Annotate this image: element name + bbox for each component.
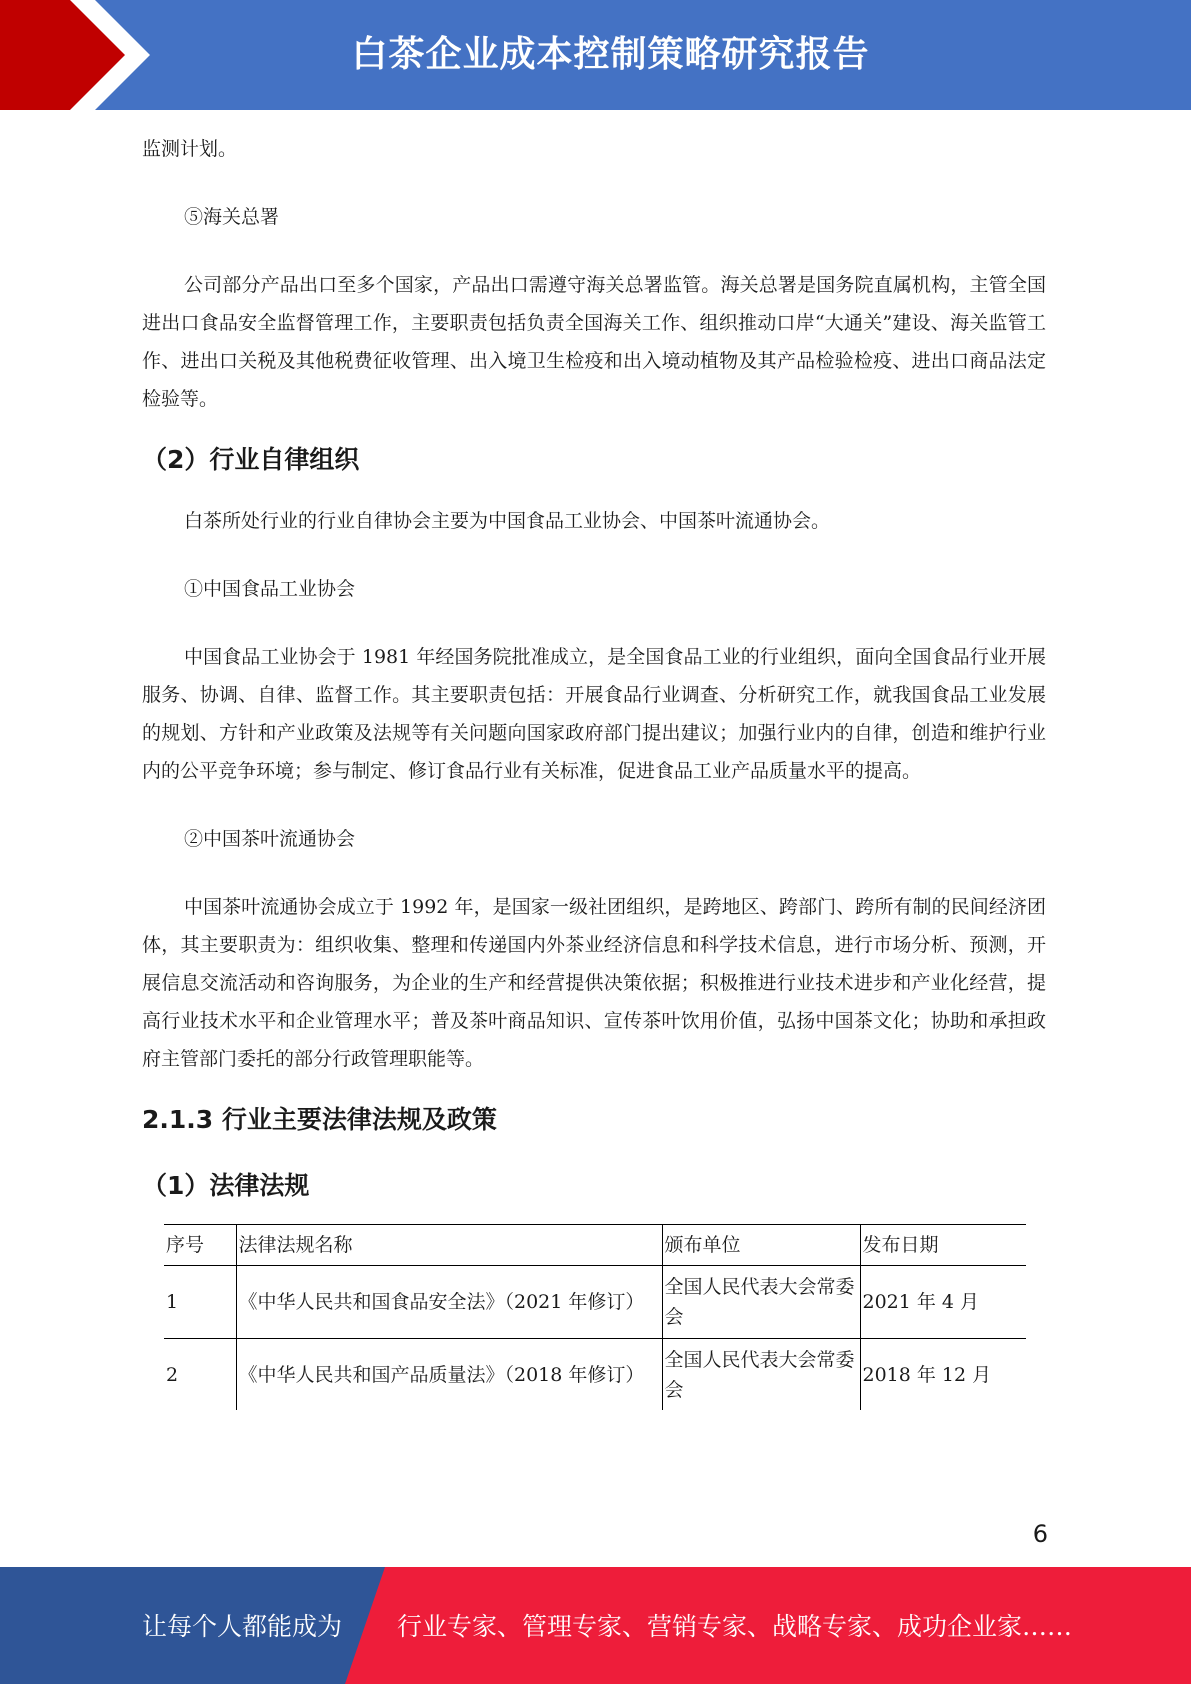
list-item-customs: ⑤海关总署 xyxy=(184,206,280,228)
paragraph-customs: 公司部分产品出口至多个国家，产品出口需遵守海关总署监管。海关总署是国务院直属机构，主管全国进出口食品安全监督管理工作，主要职责包括负责全国海关工作、组织推动口岸“大通关”建设、海关监管工作、进出口关税及其他税费征收管理、出入境卫生检疫和出入境动植物及其产品检验检疫、进出口商品法定检验等。 xyxy=(142,274,1046,410)
heading-section-2-1-3: 2.1.3 行业主要法律法规及政策 xyxy=(142,1105,497,1134)
table-row xyxy=(164,1339,1026,1411)
table-header-row xyxy=(164,1225,1026,1266)
cell-index: 1 xyxy=(164,1266,236,1339)
report-title: 白茶企业成本控制策略研究报告 xyxy=(351,34,870,75)
list-item-food-association: ①中国食品工业协会 xyxy=(184,578,356,600)
cell-issuer: 全国人民代表大会常委会 xyxy=(662,1266,860,1339)
page-footer xyxy=(0,1567,1191,1684)
page-number: 6 xyxy=(1032,1520,1048,1548)
column-header-issuer: 颁布单位 xyxy=(662,1225,860,1266)
paragraph-self-regulation: 白茶所处行业的行业自律协会主要为中国食品工业协会、中国茶叶流通协会。 xyxy=(184,510,831,532)
footer-slogan-right: 行业专家、管理专家、营销专家、战略专家、成功企业家…… xyxy=(397,1612,1073,1641)
column-header-name: 法律法规名称 xyxy=(236,1225,662,1266)
page-header xyxy=(0,0,1191,110)
paragraph-tea-association: 中国茶叶流通协会成立于 1992 年，是国家一级社团组织，是跨地区、跨部门、跨所有制的民间经济团体，其主要职责为：组织收集、整理和传递国内外茶业经济信息和科学技术信息，进行市场分析、预测，开展信息交流活动和咨询服务，为企业的生产和经营提供决策依据；积极推进行业技术进步和产业化经营，提高行业技术水平和企业管理水平；普及茶叶商品知识、宣传茶叶饮用价值，弘扬中国茶文化；协助和承担政府主管部门委托的部分行政管理职能等。 xyxy=(142,896,1046,1070)
cell-date: 2021 年 4 月 xyxy=(860,1266,1026,1339)
table-row xyxy=(164,1266,1026,1339)
law-table xyxy=(164,1224,1026,1410)
heading-self-regulation: （2）行业自律组织 xyxy=(142,445,360,474)
cell-date: 2018 年 12 月 xyxy=(860,1339,1026,1411)
cell-index: 2 xyxy=(166,1364,179,1386)
list-item-tea-association: ②中国茶叶流通协会 xyxy=(184,828,356,850)
paragraph-continuation: 监测计划。 xyxy=(142,138,238,160)
cell-issuer: 全国人民代表大会常委会 xyxy=(662,1339,860,1411)
cell-name: 《中华人民共和国产品质量法》（2018 年修订） xyxy=(236,1339,662,1411)
footer-slogan-left: 让每个人都能成为 xyxy=(142,1612,343,1641)
column-header-index: 序号 xyxy=(164,1225,236,1266)
column-header-date: 发布日期 xyxy=(860,1225,1026,1266)
document-body xyxy=(142,130,1046,1410)
cell-name: 《中华人民共和国食品安全法》（2021 年修订） xyxy=(236,1266,662,1339)
law-table-wrapper xyxy=(142,1224,1046,1410)
paragraph-food-association: 中国食品工业协会于 1981 年经国务院批准成立，是全国食品工业的行业组织，面向全国食品行业开展服务、协调、自律、监督工作。其主要职责包括：开展食品行业调查、分析研究工作，就我国食品工业发展的规划、方针和产业政策及法规等有关问题向国家政府部门提出建议；加强行业内的自律，创造和维护行业内的公平竞争环境；参与制定、修订食品行业有关标准，促进食品工业产品质量水平的提高。 xyxy=(142,646,1046,782)
heading-laws: （1）法律法规 xyxy=(142,1171,310,1200)
